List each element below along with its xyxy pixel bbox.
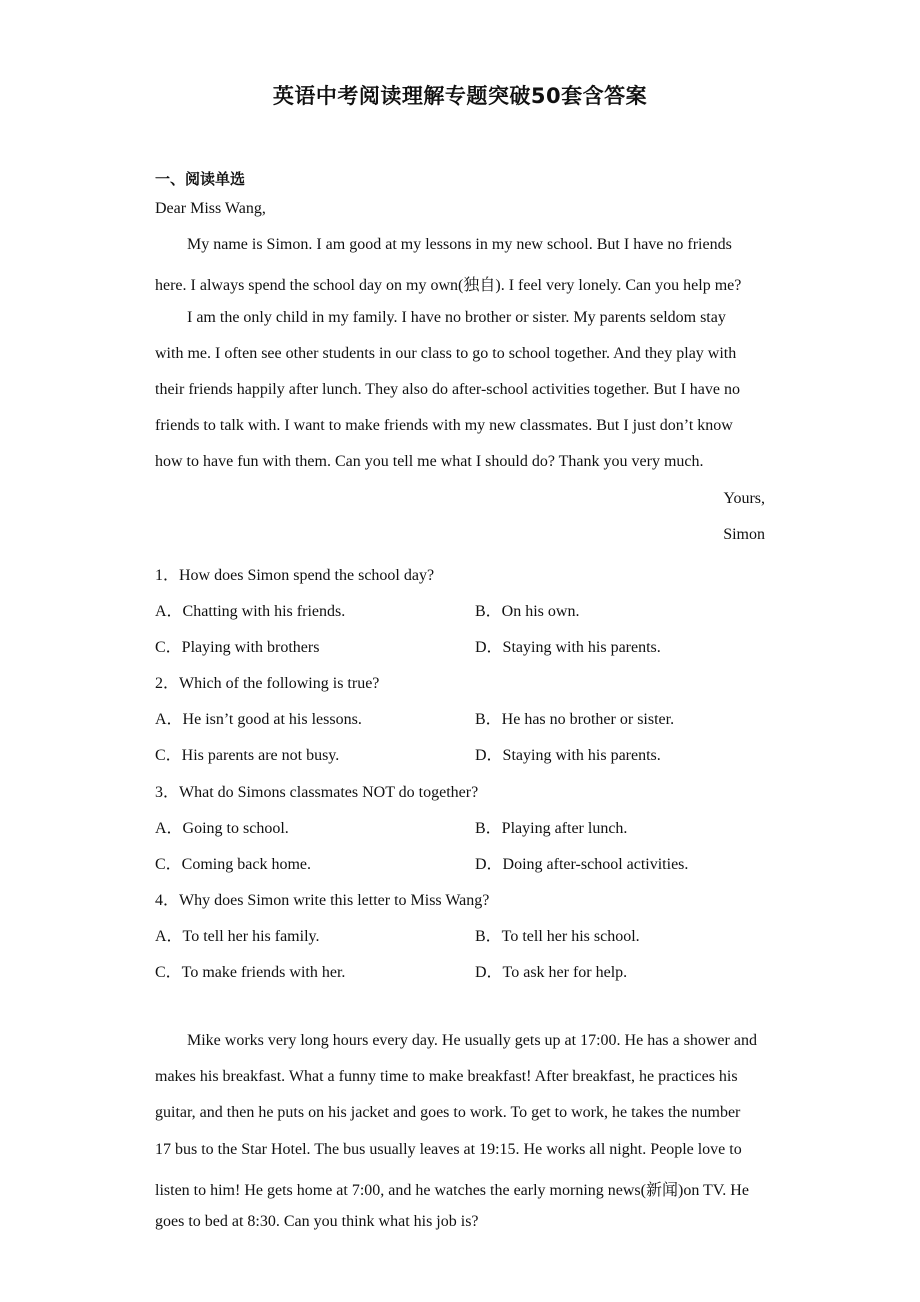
option-b[interactable]: B．Playing after lunch. xyxy=(475,820,628,837)
option-a[interactable]: A．Chatting with his friends. xyxy=(155,603,346,620)
passage2-line: makes his breakfast. What a funny time to make breakfast! After breakfast, he practices his xyxy=(155,1068,738,1085)
passage2-line: 17 bus to the Star Hotel. The bus usually leaves at 19:15. He works all night. People love to xyxy=(155,1141,742,1158)
option-d[interactable]: D．To ask her for help. xyxy=(475,964,628,981)
question-stem: 2．Which of the following is true? xyxy=(155,675,380,692)
question-stem: 3．What do Simons classmates NOT do together? xyxy=(155,784,479,801)
letter-closing: Yours, xyxy=(723,490,765,507)
option-b[interactable]: B．On his own. xyxy=(475,603,580,620)
passage1-line: with me. I often see other students in our class to go to school together. And they play with xyxy=(155,345,737,362)
passage1-line: My name is Simon. I am good at my lessons in my new school. But I have no friends xyxy=(187,236,732,253)
option-c[interactable]: C．His parents are not busy. xyxy=(155,747,340,764)
question-stem: 4．Why does Simon write this letter to Miss Wang? xyxy=(155,892,490,909)
option-d[interactable]: D．Staying with his parents. xyxy=(475,747,661,764)
letter-signature: Simon xyxy=(723,526,765,543)
passage1-line: I am the only child in my family. I have no brother or sister. My parents seldom stay xyxy=(187,309,726,326)
passage2-line: goes to bed at 8:30. Can you think what his job is? xyxy=(155,1213,479,1230)
passage2-line: listen to him! He gets home at 7:00, and he watches the early morning news(新闻)on TV. He xyxy=(155,1182,749,1199)
option-b[interactable]: B．He has no brother or sister. xyxy=(475,711,675,728)
passage1-line: here. I always spend the school day on my own(独自). I feel very lonely. Can you help me? xyxy=(155,277,742,294)
option-d[interactable]: D．Doing after-school activities. xyxy=(475,856,689,873)
section-heading: 一、阅读单选 xyxy=(155,170,246,188)
question-stem: 1．How does Simon spend the school day? xyxy=(155,567,435,584)
option-c[interactable]: C．To make friends with her. xyxy=(155,964,346,981)
option-a[interactable]: A．To tell her his family. xyxy=(155,928,320,945)
passage2-line: guitar, and then he puts on his jacket and goes to work. To get to work, he takes the number xyxy=(155,1104,741,1121)
passage1-line: friends to talk with. I want to make friends with my new classmates. But I just don’t know xyxy=(155,417,733,434)
option-c[interactable]: C．Playing with brothers xyxy=(155,639,320,656)
option-a[interactable]: A．Going to school. xyxy=(155,820,289,837)
passage1-line: how to have fun with them. Can you tell me what I should do? Thank you very much. xyxy=(155,453,704,470)
option-d[interactable]: D．Staying with his parents. xyxy=(475,639,661,656)
passage2-line: Mike works very long hours every day. He usually gets up at 17:00. He has a shower and xyxy=(187,1032,757,1049)
page-title: 英语中考阅读理解专题突破50套含答案 xyxy=(272,84,648,108)
option-c[interactable]: C．Coming back home. xyxy=(155,856,311,873)
option-b[interactable]: B．To tell her his school. xyxy=(475,928,640,945)
option-a[interactable]: A．He isn’t good at his lessons. xyxy=(155,711,362,728)
letter-greeting: Dear Miss Wang, xyxy=(155,200,266,217)
passage1-line: their friends happily after lunch. They also do after-school activities together. But I have no xyxy=(155,381,740,398)
